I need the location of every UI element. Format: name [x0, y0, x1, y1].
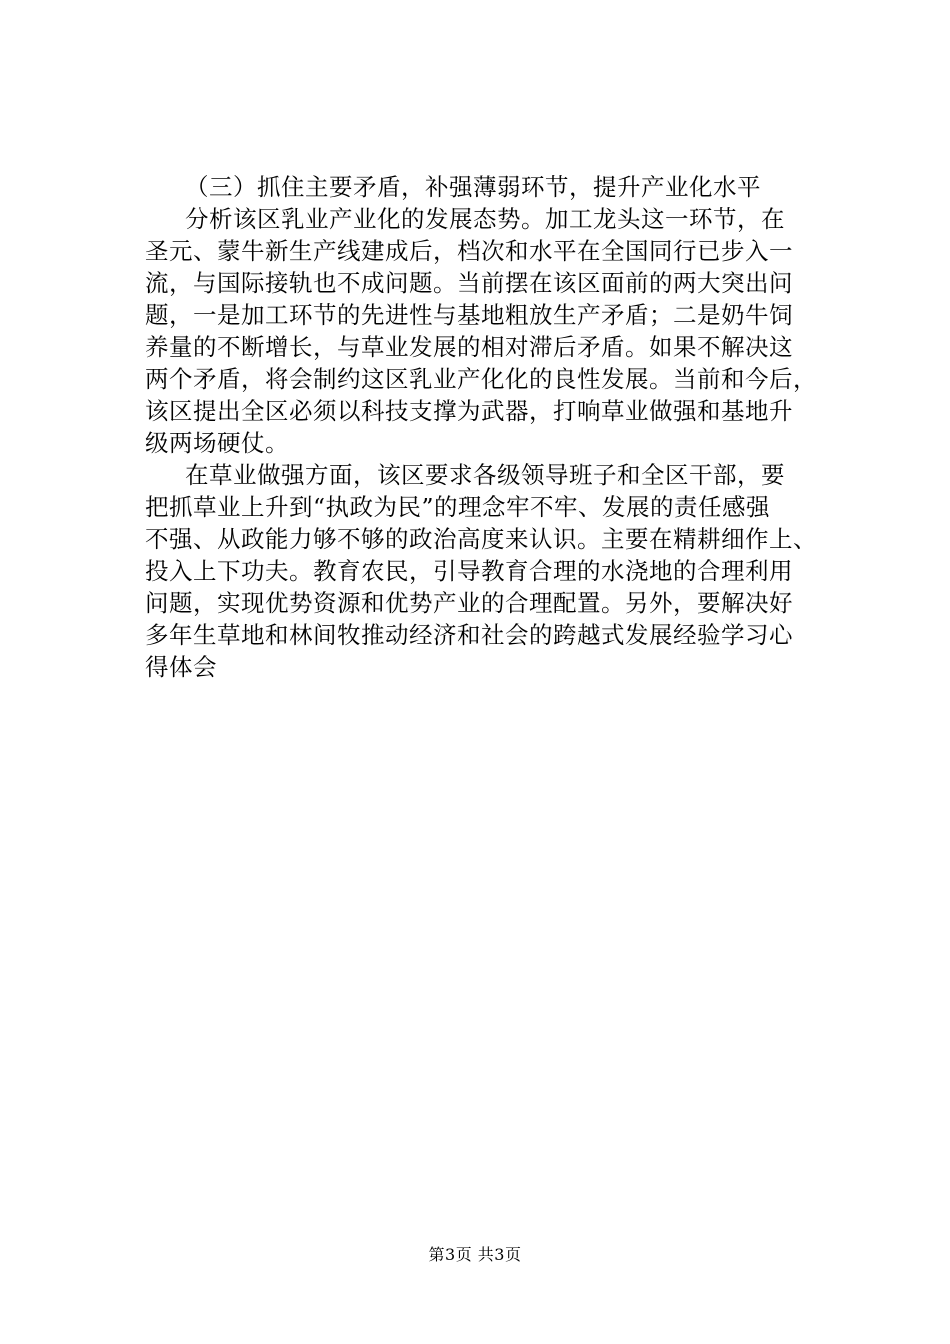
- paragraph-line: 级两场硬仗。: [145, 429, 289, 457]
- paragraph-line: 圣元、蒙牛新生产线建成后，档次和水平在全国同行已步入一: [145, 237, 793, 265]
- paragraph-line: 养量的不断增长，与草业发展的相对滞后矛盾。如果不解决这: [145, 333, 793, 361]
- paragraph-line: 流，与国际接轨也不成问题。当前摆在该区面前的两大突出问: [145, 269, 793, 297]
- section-heading: （三）抓住主要矛盾，补强薄弱环节，提升产业化水平: [185, 173, 761, 201]
- document-body: [145, 171, 835, 683]
- paragraph-line: 分析该区乳业产业化的发展态势。加工龙头这一环节，在: [185, 205, 785, 233]
- page-number-footer: 第3页 共3页: [428, 1245, 522, 1264]
- paragraph-line: 不强、从政能力够不够的政治高度来认识。主要在精耕细作上、: [145, 525, 817, 553]
- paragraph-line: 题，一是加工环节的先进性与基地粗放生产矛盾；二是奶牛饲: [145, 301, 793, 329]
- paragraph-line: 得体会: [145, 653, 217, 681]
- paragraph-line: 该区提出全区必须以科技支撑为武器，打响草业做强和基地升: [145, 397, 793, 425]
- paragraph-line: 多年生草地和林间牧推动经济和社会的跨越式发展经验学习心: [145, 621, 793, 649]
- paragraph-line: 问题，实现优势资源和优势产业的合理配置。另外，要解决好: [145, 589, 793, 617]
- paragraph-line: 把抓草业上升到“执政为民”的理念牢不牢、发展的责任感强: [145, 493, 771, 521]
- paragraph-2: [145, 459, 835, 683]
- paragraph-line: 投入上下功夫。教育农民，引导教育合理的水浇地的合理利用: [145, 557, 793, 585]
- paragraph-line: 在草业做强方面，该区要求各级领导班子和全区干部，要: [185, 461, 785, 489]
- paragraph-line: 两个矛盾，将会制约这区乳业产化化的良性发展。当前和今后，: [145, 365, 817, 393]
- paragraph-1: [145, 203, 835, 459]
